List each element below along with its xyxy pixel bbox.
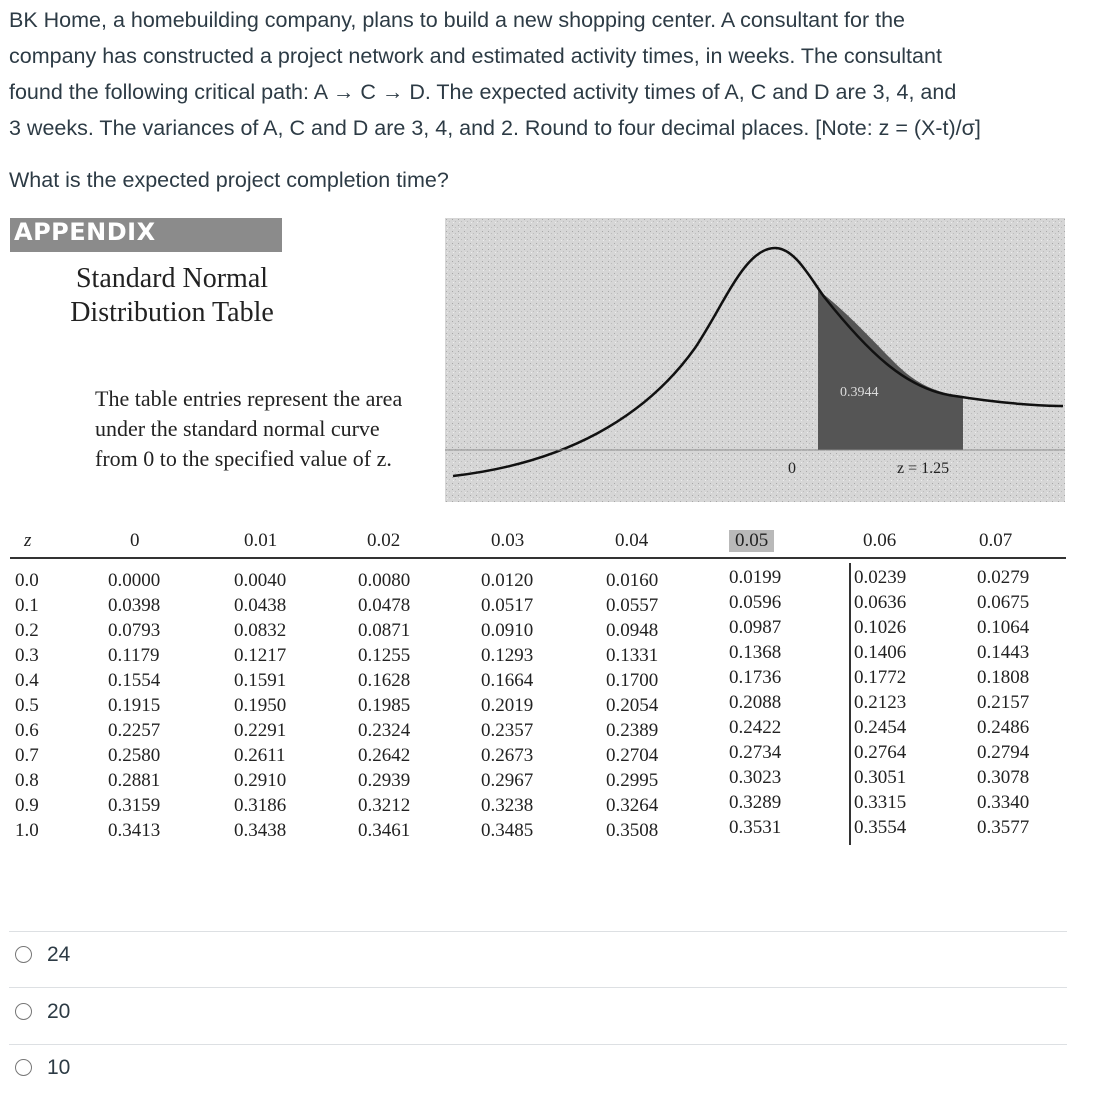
- table-cell: 0.3212: [358, 795, 411, 816]
- column-header-0.05: 0.05: [729, 530, 774, 552]
- table-header-rule: [10, 557, 1066, 559]
- table-cell: 0.3413: [108, 820, 161, 841]
- table-cell: 0.1736: [729, 667, 782, 688]
- option-1-label: 24: [47, 943, 71, 966]
- column-header-0.04: 0.04: [615, 530, 649, 551]
- table-cell: 0.3289: [729, 792, 782, 813]
- table-cell: 0.0948: [606, 620, 659, 641]
- table-cell: 0.1368: [729, 642, 782, 663]
- table-cell: 0.2995: [606, 770, 659, 791]
- table-cell: 0.2580: [108, 745, 161, 766]
- column-header-0.07: 0.07: [979, 530, 1013, 551]
- column-header-0.01: 0.01: [244, 530, 278, 551]
- z-row-label: 0.7: [15, 745, 39, 766]
- table-cell: 0.1628: [358, 670, 411, 691]
- table-cell: 0.2454: [854, 717, 907, 738]
- option-separator: [9, 931, 1067, 932]
- table-cell: 0.2611: [234, 745, 286, 766]
- table-cell: 0.1026: [854, 617, 907, 638]
- zero-label: 0: [788, 460, 796, 477]
- table-cell: 0.3340: [977, 792, 1030, 813]
- table-cell: 0.1950: [234, 695, 287, 716]
- table-cell: 0.2734: [729, 742, 782, 763]
- z-row-label: 0.1: [15, 595, 39, 616]
- table-cell: 0.2123: [854, 692, 907, 713]
- option-1-radio[interactable]: [15, 946, 32, 963]
- option-2-radio[interactable]: [15, 1003, 32, 1020]
- answer-option-1[interactable]: [15, 938, 1075, 978]
- table-cell: 0.0000: [108, 570, 161, 591]
- table-cell: 0.0596: [729, 592, 782, 613]
- table-cell: 0.2157: [977, 692, 1030, 713]
- table-title-line-1: Standard Normal: [75, 263, 269, 294]
- table-cell: 0.2019: [481, 695, 534, 716]
- answer-option-2[interactable]: [15, 995, 1075, 1035]
- table-cell: 0.1406: [854, 642, 907, 663]
- column-header-0.03: 0.03: [491, 530, 525, 551]
- appendix-label: APPENDIX: [14, 218, 156, 246]
- z-row-label: 0.8: [15, 770, 39, 791]
- table-cell: 0.1443: [977, 642, 1030, 663]
- z-value-label: z = 1.25: [897, 460, 950, 477]
- table-cell: 0.3485: [481, 820, 534, 841]
- table-cell: 0.1664: [481, 670, 534, 691]
- table-cell: 0.1255: [358, 645, 411, 666]
- table-description-line-2: under the standard normal curve: [95, 416, 380, 441]
- table-cell: 0.1554: [108, 670, 161, 691]
- question-prompt: What is the expected project completion time?: [9, 168, 449, 192]
- table-cell: 0.1591: [234, 670, 287, 691]
- table-cell: 0.2673: [481, 745, 534, 766]
- table-cell: 0.0517: [481, 595, 534, 616]
- table-cell: 0.3186: [234, 795, 287, 816]
- table-cell: 0.3051: [854, 767, 907, 788]
- table-cell: 0.0398: [108, 595, 161, 616]
- table-cell: 0.0675: [977, 592, 1030, 613]
- table-cell: 0.0279: [977, 567, 1030, 588]
- table-cell: 0.3023: [729, 767, 782, 788]
- table-cell: 0.3508: [606, 820, 659, 841]
- z-row-label: 0.4: [15, 670, 39, 691]
- table-cell: 0.0832: [234, 620, 287, 641]
- option-separator: [9, 1044, 1067, 1045]
- table-cell: 0.0239: [854, 567, 907, 588]
- table-cell: 0.1915: [108, 695, 161, 716]
- question-line-1: BK Home, a homebuilding company, plans to build a new shopping center. A consultant for the: [9, 8, 905, 32]
- column-header-0.06: 0.06: [863, 530, 897, 551]
- z-row-label: 0.0: [15, 570, 39, 591]
- column-header-0.02: 0.02: [367, 530, 401, 551]
- table-cell: 0.2881: [108, 770, 161, 791]
- table-cell: 0.0080: [358, 570, 411, 591]
- z-row-label: 0.6: [15, 720, 39, 741]
- table-cell: 0.0478: [358, 595, 411, 616]
- table-cell: 0.2324: [358, 720, 411, 741]
- z-row-label: 0.2: [15, 620, 39, 641]
- answer-option-3[interactable]: [15, 1051, 1075, 1091]
- table-cell: 0.0120: [481, 570, 534, 591]
- z-row-label: 0.9: [15, 795, 39, 816]
- table-cell: 0.3577: [977, 817, 1030, 838]
- table-cell: 0.1985: [358, 695, 411, 716]
- table-cell: 0.2088: [729, 692, 782, 713]
- table-cell: 0.0793: [108, 620, 161, 641]
- option-3-radio[interactable]: [15, 1059, 32, 1076]
- table-cell: 0.1064: [977, 617, 1030, 638]
- z-row-label: 1.0: [15, 820, 39, 841]
- table-cell: 0.0557: [606, 595, 659, 616]
- table-cell: 0.0910: [481, 620, 534, 641]
- table-cell: 0.3438: [234, 820, 287, 841]
- table-description-line-3: from 0 to the specified value of z.: [95, 446, 392, 471]
- table-cell: 0.2422: [729, 717, 782, 738]
- table-cell: 0.3315: [854, 792, 907, 813]
- table-cell: 0.1179: [108, 645, 160, 666]
- option-2-label: 20: [47, 1000, 71, 1023]
- table-cell: 0.1808: [977, 667, 1030, 688]
- table-cell: 0.3159: [108, 795, 161, 816]
- table-cell: 0.0040: [234, 570, 287, 591]
- option-separator: [9, 987, 1067, 988]
- table-cell: 0.3554: [854, 817, 907, 838]
- shaded-area-label: 0.3944: [840, 385, 879, 400]
- table-cell: 0.2257: [108, 720, 161, 741]
- table-title-line-2: Distribution Table: [70, 297, 274, 328]
- table-cell: 0.3264: [606, 795, 659, 816]
- table-cell: 0.2054: [606, 695, 659, 716]
- question-line-3: found the following critical path: A → C → D. The expected activity times of A, C and D are 3, 4, and: [9, 80, 957, 104]
- z-row-label: 0.5: [15, 695, 39, 716]
- table-cell: 0.3238: [481, 795, 534, 816]
- table-cell: 0.3078: [977, 767, 1030, 788]
- table-cell: 0.2794: [977, 742, 1030, 763]
- table-cell: 0.1217: [234, 645, 287, 666]
- table-cell: 0.0160: [606, 570, 659, 591]
- table-cell: 0.0871: [358, 620, 411, 641]
- table-cell: 0.2967: [481, 770, 534, 791]
- table-cell: 0.2486: [977, 717, 1030, 738]
- option-3-label: 10: [47, 1056, 71, 1079]
- table-cell: 0.1293: [481, 645, 534, 666]
- table-cell: 0.1331: [606, 645, 659, 666]
- table-cell: 0.3531: [729, 817, 782, 838]
- table-cell: 0.2764: [854, 742, 907, 763]
- column-header-0: 0: [130, 530, 140, 551]
- table-cell: 0.2642: [358, 745, 411, 766]
- question-line-2: company has constructed a project network and estimated activity times, in weeks. The consultant: [9, 44, 942, 68]
- question-line-4: 3 weeks. The variances of A, C and D are 3, 4, and 2. Round to four decimal places. [Note: z = (X-t)/σ]: [9, 116, 981, 140]
- table-cell: 0.2389: [606, 720, 659, 741]
- table-cell: 0.0987: [729, 617, 782, 638]
- z-row-label: 0.3: [15, 645, 39, 666]
- z-column-header: z: [24, 530, 32, 551]
- table-cell: 0.2910: [234, 770, 287, 791]
- table-description-line-1: The table entries represent the area: [95, 386, 403, 411]
- table-cell: 0.0636: [854, 592, 907, 613]
- table-cell: 0.0438: [234, 595, 287, 616]
- table-cell: 0.1700: [606, 670, 659, 691]
- table-cell: 0.3461: [358, 820, 411, 841]
- table-cell: 0.0199: [729, 567, 782, 588]
- table-cell: 0.2939: [358, 770, 411, 791]
- table-cell: 0.2291: [234, 720, 287, 741]
- table-cell: 0.1772: [854, 667, 907, 688]
- table-cell: 0.2357: [481, 720, 534, 741]
- table-column-rule: [849, 563, 851, 845]
- table-cell: 0.2704: [606, 745, 659, 766]
